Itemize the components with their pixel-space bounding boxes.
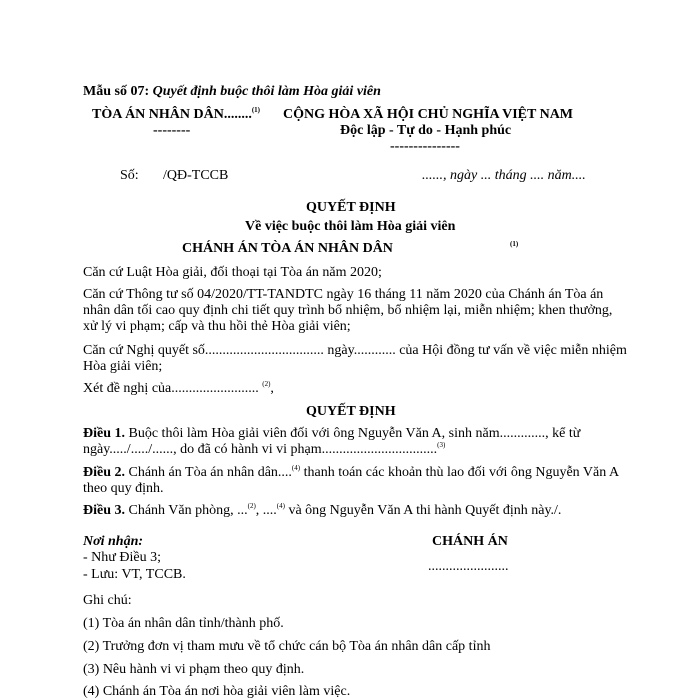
number-label: Số:	[120, 168, 139, 183]
basis-circular-line2: nhân dân tối cao quy định chi tiết quy trình bổ nhiệm, bổ nhiệm lại, miễn nhiệm; khen thưởng,	[83, 303, 613, 318]
basis-resolution-line1: Căn cứ Nghị quyết số.................................. ngày............ của Hội đồng tư vấn về việc miễn nhiệm	[83, 343, 627, 358]
issuer-sup: (1)	[510, 240, 519, 248]
article-1-line1: Điều 1. Buộc thôi làm Hòa giải viên đối với ông Nguyễn Văn A, sinh năm............., kể từ	[83, 426, 581, 441]
articles-heading: QUYẾT ĐỊNH	[306, 404, 396, 419]
decision-title: QUYẾT ĐỊNH	[306, 200, 396, 215]
basis-proposal: Xét đề nghị của......................... $^{(2)}$,	[83, 380, 274, 396]
form-label-line	[83, 83, 381, 100]
article-2-line2: theo quy định.	[83, 481, 164, 496]
note-item: (3) Nêu hành vi vi phạm theo quy định.	[83, 662, 305, 677]
article-2-line1: Điều 2. Chánh án Tòa án nhân dân....$^{(4)}$ thanh toán các khoản thù lao đối với ông Nguyễn Văn A	[83, 464, 620, 480]
motto-dash: ---------------	[390, 139, 460, 154]
note-item: (1) Tòa án nhân dân tỉnh/thành phố.	[83, 616, 284, 631]
court-dash: --------	[153, 123, 191, 138]
note-item: (4) Chánh án Tòa án nơi hòa giải viên làm việc.	[83, 684, 351, 699]
notes-label: Ghi chú:	[83, 593, 132, 608]
recipient-item: - Lưu: VT, TCCB.	[83, 567, 186, 582]
decision-subject: Về việc buộc thôi làm Hòa giải viên	[245, 219, 456, 234]
signature-dots: .......................	[428, 559, 509, 574]
article-1-line2: ngày...../...../......, do đã có hành vi vi phạm.................................$^{(3)}$	[83, 441, 446, 457]
nation-name: CỘNG HÒA XÃ HỘI CHỦ NGHĨA VIỆT NAM	[283, 107, 574, 122]
decision-issuer: CHÁNH ÁN TÒA ÁN NHÂN DÂN	[182, 241, 393, 256]
note-item: (2) Trưởng đơn vị tham mưu về tổ chức cán bộ Tòa án nhân dân cấp tỉnh	[83, 639, 491, 654]
basis-resolution-line2: Hòa giải viên;	[83, 359, 163, 374]
article-3: Điều 3. Chánh Văn phòng, ...$^{(2)}$, ....$^{(4)}$ và ông Nguyễn Văn A thi hành Quyết định này./.	[83, 502, 562, 518]
basis-circular-line1: Căn cứ Thông tư số 04/2020/TT-TANDTC ngày 16 tháng 11 năm 2020 của Chánh án Tòa án	[83, 287, 604, 302]
basis-law: Căn cứ Luật Hòa giải, đối thoại tại Tòa án năm 2020;	[83, 265, 382, 280]
recipients-label: Nơi nhận:	[83, 534, 144, 549]
form-title: Quyết định buộc thôi làm Hòa giải viên	[152, 84, 381, 99]
recipient-item: - Như Điều 3;	[83, 550, 161, 565]
form-number: Mẫu số 07:	[83, 84, 150, 99]
court-name: TÒA ÁN NHÂN DÂN........$^{(1)}$	[92, 106, 261, 122]
date-line: ......, ngày ... tháng .... năm....	[422, 168, 586, 183]
basis-circular-line3: xử lý vi phạm; cấp và thu hồi thẻ Hòa giải viên;	[83, 319, 351, 334]
number-code: /QĐ-TCCB	[163, 168, 229, 183]
motto: Độc lập - Tự do - Hạnh phúc	[340, 123, 512, 138]
signature-title: CHÁNH ÁN	[432, 534, 508, 549]
